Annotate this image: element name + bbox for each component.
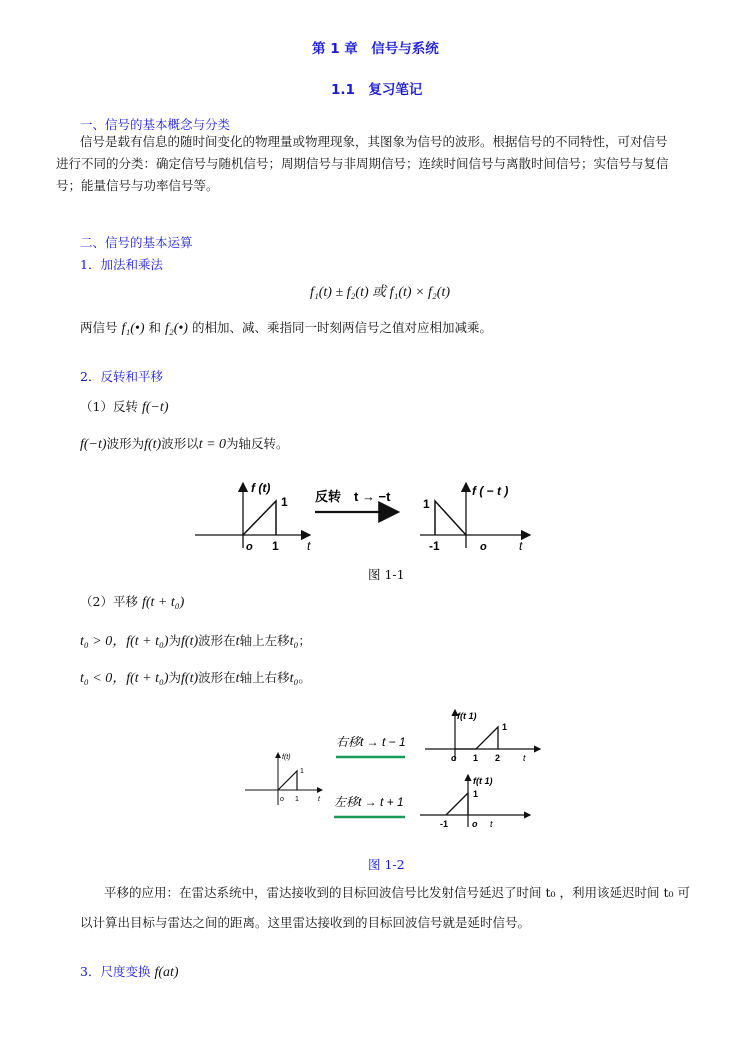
math: t bbox=[235, 671, 240, 686]
left-axis-label: t bbox=[307, 539, 311, 553]
left-peak-label: 1 bbox=[281, 495, 288, 509]
base-waveform bbox=[278, 771, 297, 790]
paragraph-line: 进行不同的分类：确定信号与随机信号；周期信号与非周期信号；连续时间信号与离散时间信号；实信号与复信 bbox=[56, 156, 669, 171]
sentence-text: 两信号 bbox=[80, 320, 118, 335]
sentence-text: 为 bbox=[168, 633, 182, 648]
paragraph-line: 以计算出目标与雷达之间的距离。这里雷达接收到的目标回波信号就是延时信号。 bbox=[80, 915, 531, 930]
right-shift-label: 右移t → t − 1 bbox=[336, 735, 406, 749]
base-origin-label: o bbox=[280, 796, 284, 803]
math-f-neg-t: f(−t) bbox=[141, 400, 169, 415]
math: f(t) bbox=[181, 671, 199, 686]
right-waveform bbox=[435, 501, 466, 535]
figure-1-2-caption: 图 1-2 bbox=[368, 857, 405, 872]
item-label: （1）反转 bbox=[80, 399, 138, 414]
section-title: 1.1 复习笔记 bbox=[331, 82, 423, 98]
bottom-ylabel: f(t 1) bbox=[473, 776, 493, 786]
math: f(−t) bbox=[80, 437, 107, 452]
right-axis-label: t bbox=[519, 539, 523, 553]
sentence-shift-right bbox=[80, 667, 311, 690]
figure-1-1 bbox=[190, 478, 540, 558]
top-tick-1: 1 bbox=[473, 753, 479, 763]
subheading-scaling bbox=[80, 962, 179, 981]
base-axis-label: t bbox=[318, 796, 320, 803]
item-reverse bbox=[80, 396, 169, 419]
sentence-text: 为 bbox=[168, 670, 182, 685]
sentence-text: 波形在 bbox=[198, 633, 236, 648]
top-waveform bbox=[455, 727, 498, 749]
sentence-text: 轴上右移 bbox=[239, 670, 290, 685]
math: t₀ > 0， bbox=[80, 634, 127, 649]
item-label: （2）平移 bbox=[80, 594, 138, 609]
math-f-t-plus-t0: f(t + t₀) bbox=[141, 595, 185, 610]
bottom-waveform bbox=[446, 793, 468, 815]
sentence-text: 的相加、减、乘指同一时刻两信号之值对应相加减乘。 bbox=[191, 320, 492, 335]
reverse-arrow-label: 反转 t → −t bbox=[315, 489, 391, 504]
top-tick-2: 2 bbox=[495, 753, 501, 763]
math: t = 0 bbox=[198, 437, 227, 452]
sentence-text: 波形以 bbox=[161, 436, 199, 451]
figure-1-1-caption: 图 1-1 bbox=[368, 567, 405, 582]
sentence-text: 。 bbox=[298, 670, 311, 685]
formula-add-multiply: f₁(t) ± f₂(t) 或 f₁(t) × f₂(t) bbox=[310, 285, 451, 300]
math: t₀ bbox=[289, 671, 299, 686]
sentence-shift-left bbox=[80, 630, 311, 653]
sentence-text: 和 bbox=[148, 320, 161, 335]
subheading-reverse-shift: 2．反转和平移 bbox=[80, 369, 163, 384]
base-tick-label: 1 bbox=[295, 796, 299, 803]
left-origin-label: o bbox=[246, 541, 253, 553]
sentence-text: 波形在 bbox=[198, 670, 236, 685]
top-ylabel: f(t 1) bbox=[457, 711, 477, 721]
bottom-axis-label: t bbox=[490, 819, 493, 829]
bottom-peak-label: 1 bbox=[473, 789, 479, 799]
left-waveform bbox=[243, 501, 276, 535]
sentence-text: 波形为 bbox=[106, 436, 145, 451]
top-axis-label: t bbox=[523, 753, 526, 763]
left-tick-label: 1 bbox=[272, 539, 279, 553]
sentence-text: 轴上左移 bbox=[239, 633, 290, 648]
right-peak-label: 1 bbox=[423, 497, 430, 511]
sentence-text: ； bbox=[298, 633, 311, 648]
bottom-origin-label: o bbox=[472, 819, 478, 829]
right-origin-label: o bbox=[480, 541, 487, 553]
chapter-title: 第 1 章 信号与系统 bbox=[312, 41, 439, 57]
left-shift-label: 左移t → t + 1 bbox=[334, 795, 404, 809]
item-shift bbox=[80, 591, 184, 614]
figure-1-2 bbox=[240, 705, 560, 845]
paragraph-line: 信号是载有信息的随时间变化的物理量或物理现象，其图象为信号的波形。根据信号的不同特性，可对信号 bbox=[80, 134, 668, 149]
subheading-add-multiply: 1．加法和乘法 bbox=[80, 257, 163, 272]
math: t bbox=[235, 634, 240, 649]
sentence-add-multiply bbox=[80, 317, 492, 340]
math-f-at: f(at) bbox=[154, 965, 179, 980]
math: t₀ < 0， bbox=[80, 671, 127, 686]
section-heading-basic-concepts: 一、信号的基本概念与分类 bbox=[80, 117, 231, 132]
bottom-tick-label: -1 bbox=[440, 819, 449, 829]
paragraph-line: 号；能量信号与功率信号等。 bbox=[56, 178, 219, 193]
math: f(t) bbox=[181, 634, 199, 649]
math: t₀ bbox=[289, 634, 299, 649]
base-peak-label: 1 bbox=[300, 768, 304, 775]
right-tick-label: -1 bbox=[429, 539, 440, 553]
sentence-text: 为轴反转。 bbox=[226, 436, 289, 451]
top-peak-label: 1 bbox=[502, 722, 508, 732]
base-ylabel: f(t) bbox=[282, 754, 291, 761]
left-ylabel: f (t) bbox=[251, 481, 271, 495]
subheading-text: 3．尺度变换 bbox=[80, 964, 151, 979]
top-origin-label: o bbox=[451, 753, 457, 763]
section-heading-basic-operations: 二、信号的基本运算 bbox=[80, 235, 193, 250]
math: f(t + t₀) bbox=[126, 634, 169, 649]
math: f(t) bbox=[144, 437, 162, 452]
right-ylabel: f ( − t ) bbox=[472, 484, 509, 498]
math-f2: f₂(•) bbox=[164, 321, 188, 336]
sentence-reverse bbox=[80, 433, 289, 456]
math-f1: f₁(•) bbox=[121, 321, 145, 336]
paragraph-line: 平移的应用：在雷达系统中，雷达接收到的目标回波信号比发射信号延迟了时间 t₀ ，利用该延迟时间 t₀ 可 bbox=[104, 885, 690, 900]
math: f(t + t₀) bbox=[126, 671, 169, 686]
